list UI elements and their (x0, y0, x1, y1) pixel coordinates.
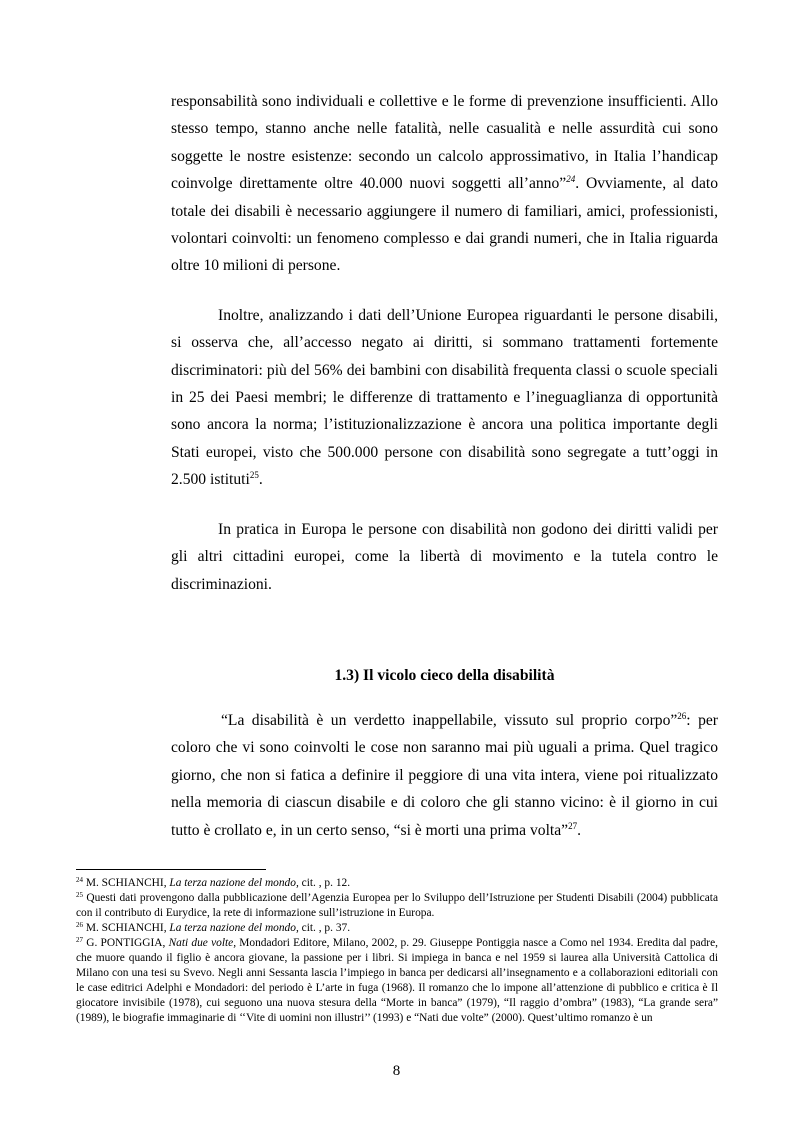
footnote-title: La terza nazione del mondo, (169, 922, 299, 934)
paragraph-3: In pratica in Europa le persone con disabilità non godono dei diritti validi per gli altri cittadini europei, come la libertà di movimento e la tutela contro le discriminazioni. (171, 520, 718, 593)
page-number: 8 (392, 1063, 401, 1079)
footnote-26 (76, 921, 718, 936)
footnote-text: Questi dati provengono dalla pubblicazione dell’Agenzia Europea per lo Sviluppo dell’Istruzione per Studenti Disabili (2004) pubblicata con il contributo di Eurydice, la rete di informazione sull’istruzione in Europa. (76, 892, 718, 919)
footnote-ref-26: 26 (677, 711, 687, 721)
footnotes (76, 876, 718, 1026)
paragraph-2-text-after: . (258, 471, 263, 489)
paragraph-gap (171, 280, 718, 302)
paragraph-2-text: Inoltre, analizzando i dati dell’Unione Europea riguardanti le persone disabili, si osserva che, all’accesso negato ai diritti, si sommano trattamenti fortemente discriminatori: più del 56% dei bambini con disabilità frequenta classi o scuole speciali in 25 dei Paesi membri; le differenze di trattamento e l’ineguaglianza di opportunità sono ancora la norma; l’istituzionalizzazione è ancora una politica importante degli Stati europei, visto che 500.000 persone con disabilità sono segregate a tutt’oggi in 2.500 istituti (171, 306, 718, 489)
section-heading: 1.3) Il vicolo cieco della disabilità (334, 667, 555, 684)
footnote-rest: cit. , p. 12. (298, 877, 351, 889)
footnote-separator (76, 869, 266, 870)
footnote-author: M. SCHIANCHI, (83, 922, 170, 934)
body-text (171, 88, 718, 598)
footnote-ref-25: 25 (249, 470, 259, 481)
footnote-title: La terza nazione del mondo, (169, 877, 299, 889)
footnote-number: 26 (76, 921, 83, 929)
footnote-rest: cit. , p. 37. (298, 922, 351, 934)
paragraph-4-quote: “La disabilità è un verdetto inappellabile, vissuto sul proprio corpo” (221, 712, 678, 729)
paragraph-1-text: responsabilità sono individuali e collettive e le forme di prevenzione insufficienti. Allo stesso tempo, stanno anche nelle fatalità, nelle casualità e nelle assurdità cui sono soggette le nostre esistenze: secondo un calcolo approssimativo, in Italia l’handicap coinvolge direttamente oltre 40.000 nuovi soggetti all’anno” (171, 93, 718, 193)
paragraph-1-text-after: . Ovviamente, al dato totale dei disabili è necessario aggiungere il numero di familiari, amici, professionisti, volontari coinvolti: un fenomeno complesso e dai grandi numeri, che in Italia riguarda oltre 10 milioni di persone. (171, 175, 718, 275)
paragraph-2 (171, 302, 718, 494)
footnote-25 (76, 891, 718, 921)
footnote-24 (76, 876, 718, 891)
footnote-number: 25 (76, 891, 83, 899)
footnote-number: 24 (76, 876, 83, 884)
footnote-rest: Mondadori Editore, Milano, 2002, p. 29. Giuseppe Pontiggia nasce a Como nel 1934. Eredita dal padre, che muore quando il figlio è ancora giovane, la passione per i libri. Si impiega in banca e nel 1959 si laurea alla Università Cattolica di Milano con una tesi su Svevo. Negli anni Sessanta lascia l’impiego in banca per dedicarsi all’insegnamento e a collaborazioni editoriali con le case editrici Adelphi e Mondadori: del periodo è L’arte in fuga (1968). Il romanzo che lo impone all’attenzione di pubblico e critica è Il giocatore invisibile (1978), cui seguono una nuova stesura della “Morte in banca” (1979), “Il raggio d’ombra” (1983), “La grande sera” (1989), le biografie immaginarie di ‘‘Vite di uomini non illustri’’ (1993) e “Nati due volte” (2000). Quest’ultimo romanzo è un (76, 937, 719, 1024)
paragraph-4 (171, 707, 718, 844)
footnote-27 (76, 936, 718, 1026)
footnote-ref-27: 27 (568, 820, 578, 831)
footnote-title: Nati due volte, (168, 937, 237, 949)
footnote-number: 27 (76, 936, 83, 944)
footnote-author: M. SCHIANCHI, (83, 877, 170, 889)
footnote-author: G. PONTIGGIA, (83, 937, 169, 949)
paragraph-4-text: : per coloro che vi sono coinvolti le cose non saranno mai più uguali a prima. Quel tragico giorno, che non si fatica a definire il peggiore di una vita intera, viene poi ritualizzato nella memoria di ciascun disabile e di coloro che gli stanno vicino: è il giorno in cui tutto è crollato e, in un certo senso, “si è morti una prima volta” (171, 712, 718, 839)
footnote-ref-24-num: 24 (566, 174, 576, 185)
paragraph-gap (171, 494, 718, 516)
paragraph-4-end: . (577, 821, 581, 839)
footnote-ref-24 (566, 174, 575, 184)
paragraph-1 (171, 88, 718, 280)
section-body (171, 707, 718, 844)
